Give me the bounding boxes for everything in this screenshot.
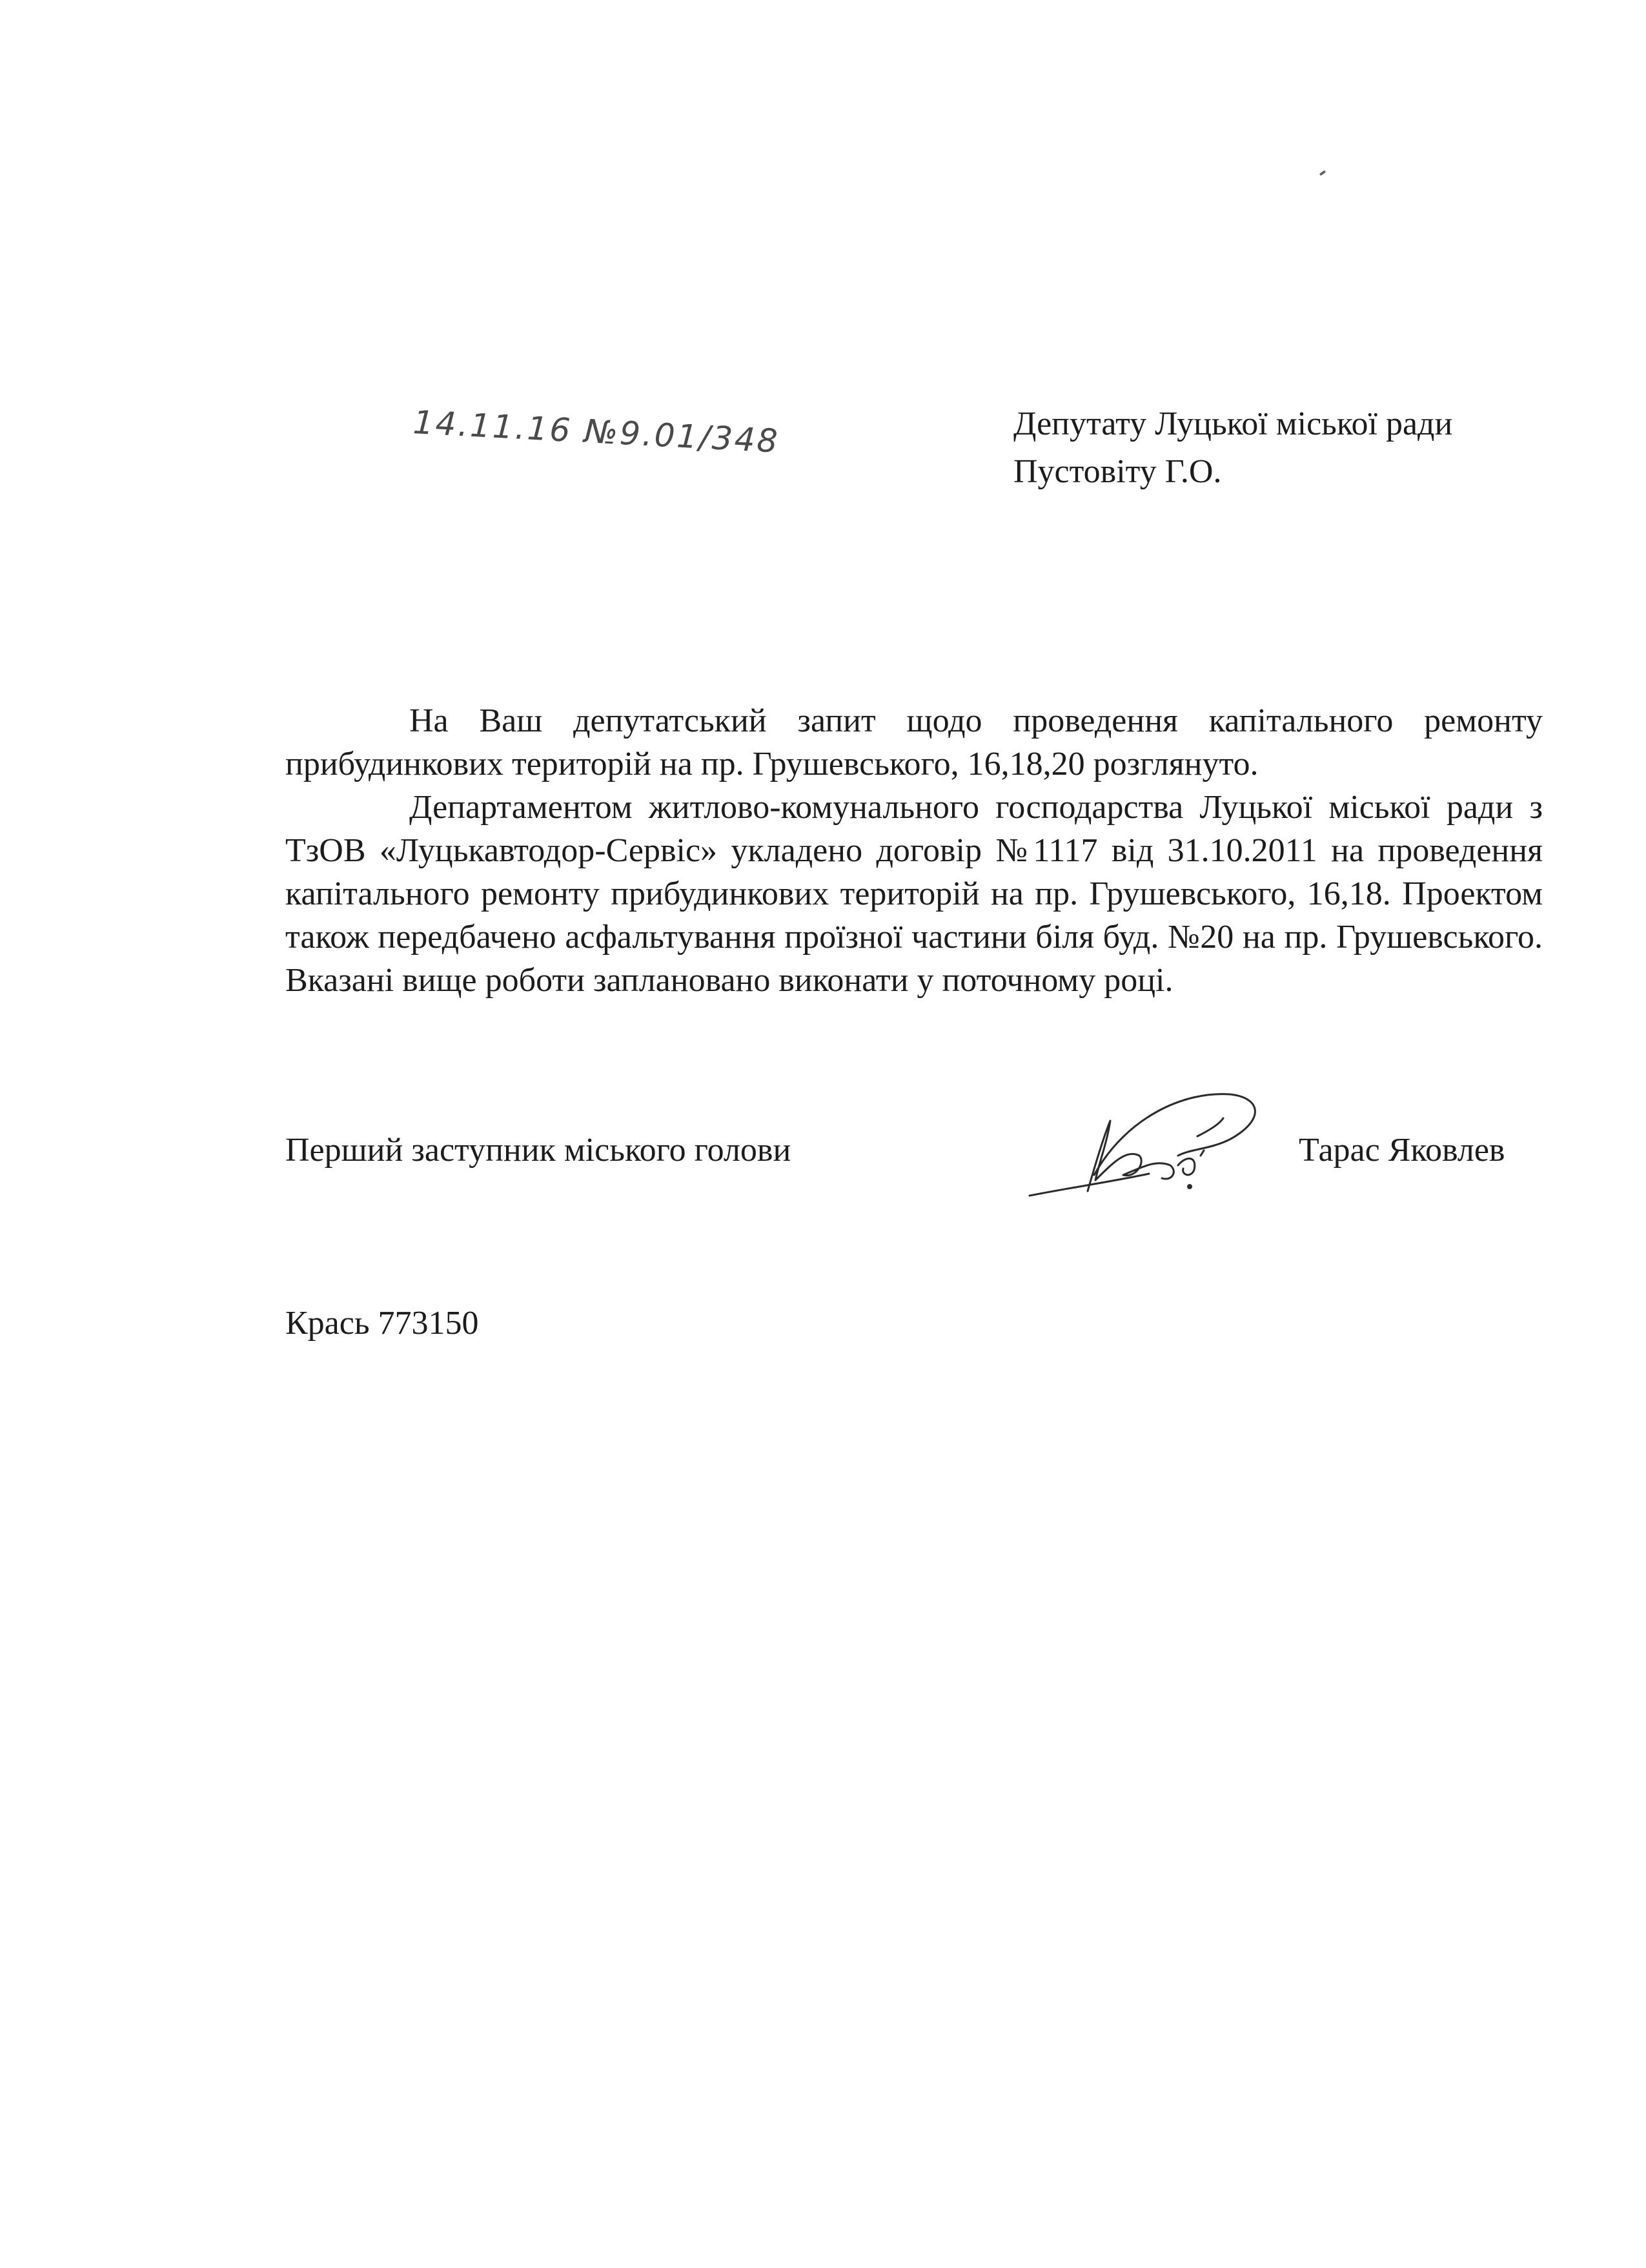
executor-note: Крась 773150 [285, 1305, 479, 1342]
stray-pen-mark [1319, 170, 1326, 176]
addressee-line-2: Пустовіту Г.О. [1013, 453, 1222, 490]
addressee-block [1013, 400, 1452, 496]
body-paragraph-1: На Ваш депутатський запит щодо проведення капітального ремонту прибудинкових територій на пр. Грушевського, 16,18,20 розглянуто. [285, 702, 1543, 782]
signatory-name: Тарас Яковлев [1299, 1132, 1505, 1169]
addressee-line-1: Депутату Луцької міської ради [1013, 405, 1453, 442]
signatory-role: Перший заступник міського голови [285, 1132, 791, 1169]
letter-body [285, 699, 1543, 1002]
body-paragraph-2: Департаментом житлово-комунального господарства Луцької міської ради з ТзОВ «Луцькавтодор-Сервіс» укладено договір №1117 від 31.10.2011 на проведення капітального ремонту прибудинкових територій на пр. Грушевського, 16,18. Проектом також передбачено асфальтування проїзної частини біля буд. №20 на пр. Грушевського. Вказані вище роботи заплановано виконати у поточному році. [285, 789, 1543, 999]
handwritten-signature [1017, 1059, 1288, 1207]
registration-note: 14.11.16 №9.01/348 [412, 404, 780, 460]
